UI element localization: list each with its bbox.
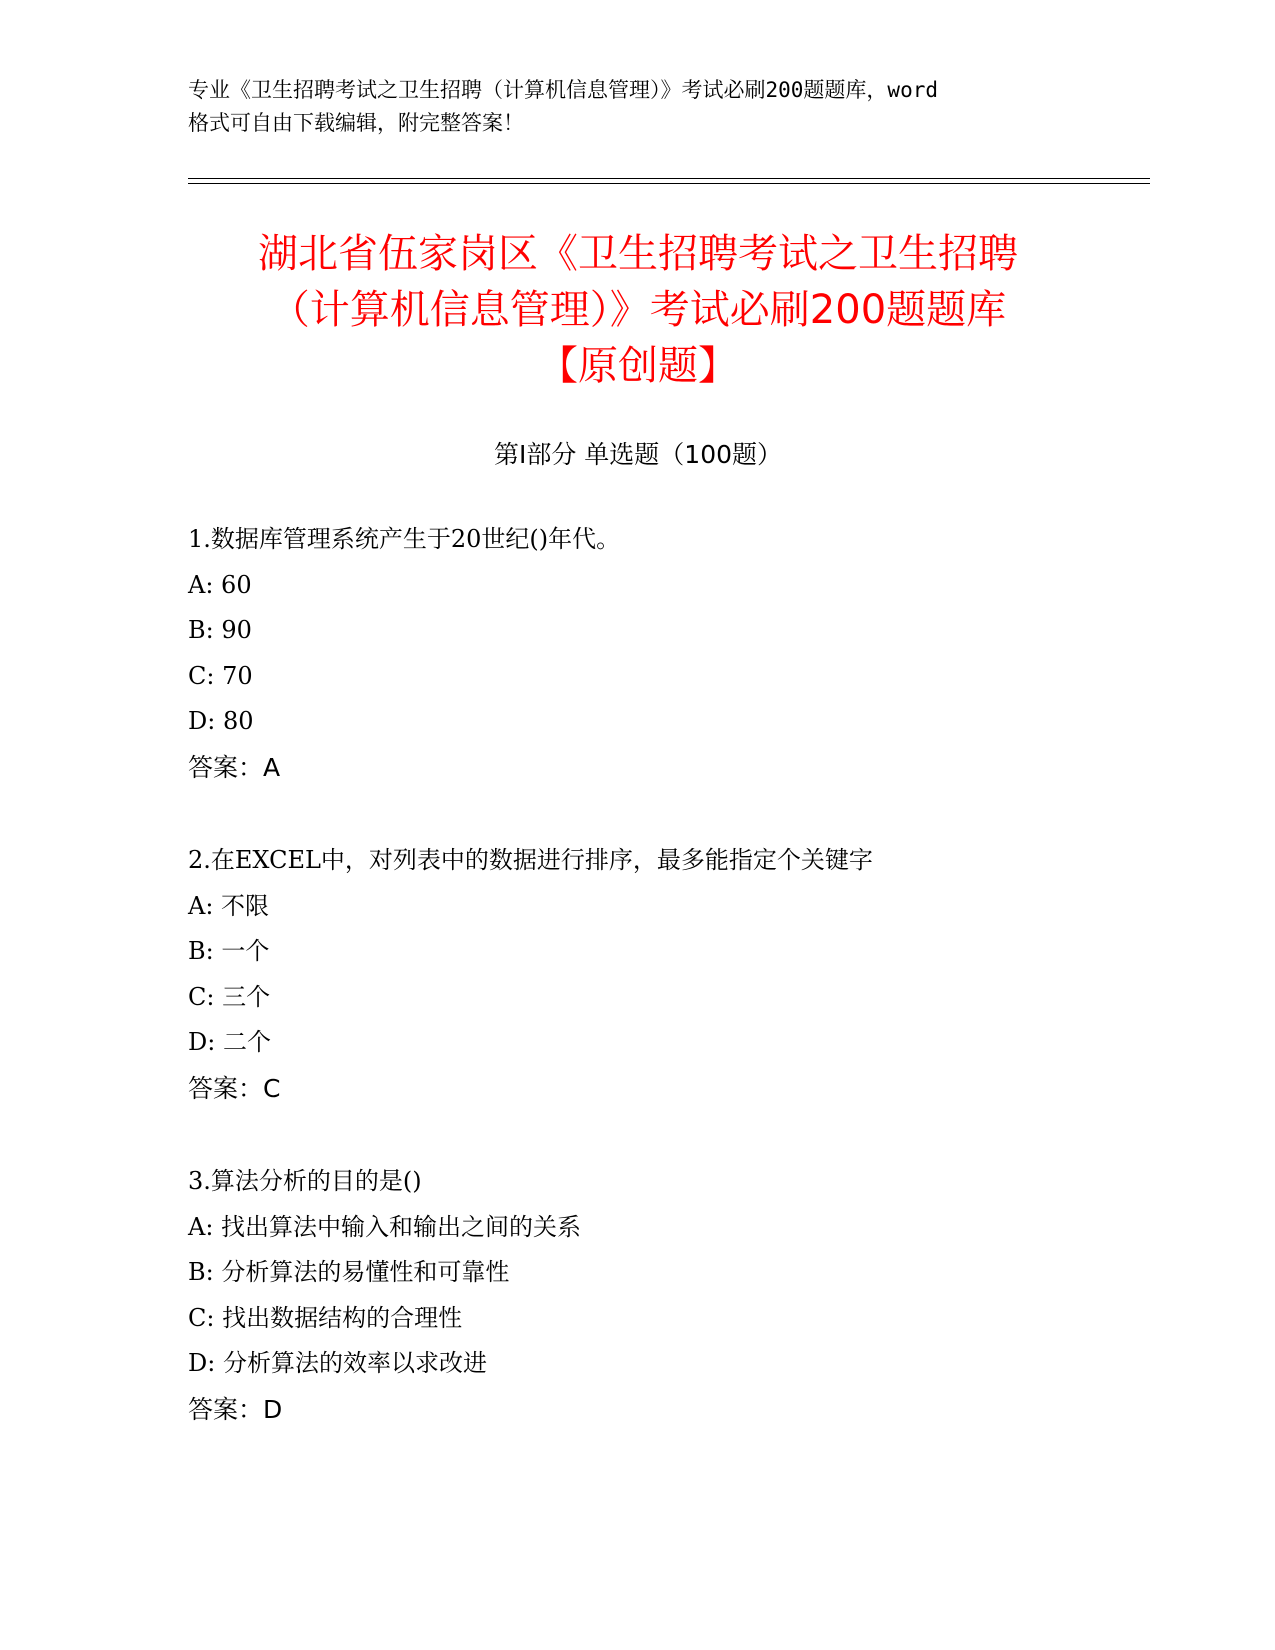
answer: 答案：C xyxy=(188,1073,281,1103)
option-c: C: 找出数据结构的合理性 xyxy=(188,1303,463,1332)
option-b: B: 90 xyxy=(188,616,252,644)
header-note-line-1: 专业《卫生招聘考试之卫生招聘（计算机信息管理）》考试必刷200题题库，word xyxy=(188,78,938,102)
question-1 xyxy=(188,517,1088,790)
question-2 xyxy=(188,838,1088,1111)
section-title: 第Ⅰ部分 单选题（100题） xyxy=(493,440,783,469)
question-stem: 3.算法分析的目的是() xyxy=(188,1167,422,1195)
header-divider-top xyxy=(188,178,1150,179)
document-title-line-3: 【原创题】 xyxy=(538,343,738,389)
option-a: A: 不限 xyxy=(188,891,270,920)
option-a: A: 找出算法中输入和输出之间的关系 xyxy=(188,1212,582,1241)
option-b: B: 一个 xyxy=(188,937,270,965)
option-a: A: 60 xyxy=(188,570,252,599)
header-note-line-2: 格式可自由下载编辑，附完整答案！ xyxy=(188,111,524,135)
header-divider-bottom xyxy=(188,183,1150,184)
header-note xyxy=(188,74,1088,140)
option-d: D: 80 xyxy=(188,707,254,735)
option-d: D: 二个 xyxy=(188,1028,271,1056)
option-c: C: 70 xyxy=(188,661,253,690)
question-3 xyxy=(188,1159,1088,1432)
question-stem: 1.数据库管理系统产生于20世纪()年代。 xyxy=(188,525,621,553)
document-title xyxy=(188,226,1088,394)
answer: 答案：D xyxy=(188,1394,283,1424)
question-stem: 2.在EXCEL中，对列表中的数据进行排序，最多能指定个关键字 xyxy=(188,846,873,874)
option-b: B: 分析算法的易懂性和可靠性 xyxy=(188,1258,510,1286)
option-d: D: 分析算法的效率以求改进 xyxy=(188,1349,487,1377)
option-c: C: 三个 xyxy=(188,982,271,1011)
answer: 答案：A xyxy=(188,752,281,782)
document-title-line-1: 湖北省伍家岗区《卫生招聘考试之卫生招聘 xyxy=(258,231,1018,277)
document-title-line-2: （计算机信息管理）》考试必刷200题题库 xyxy=(269,287,1007,333)
